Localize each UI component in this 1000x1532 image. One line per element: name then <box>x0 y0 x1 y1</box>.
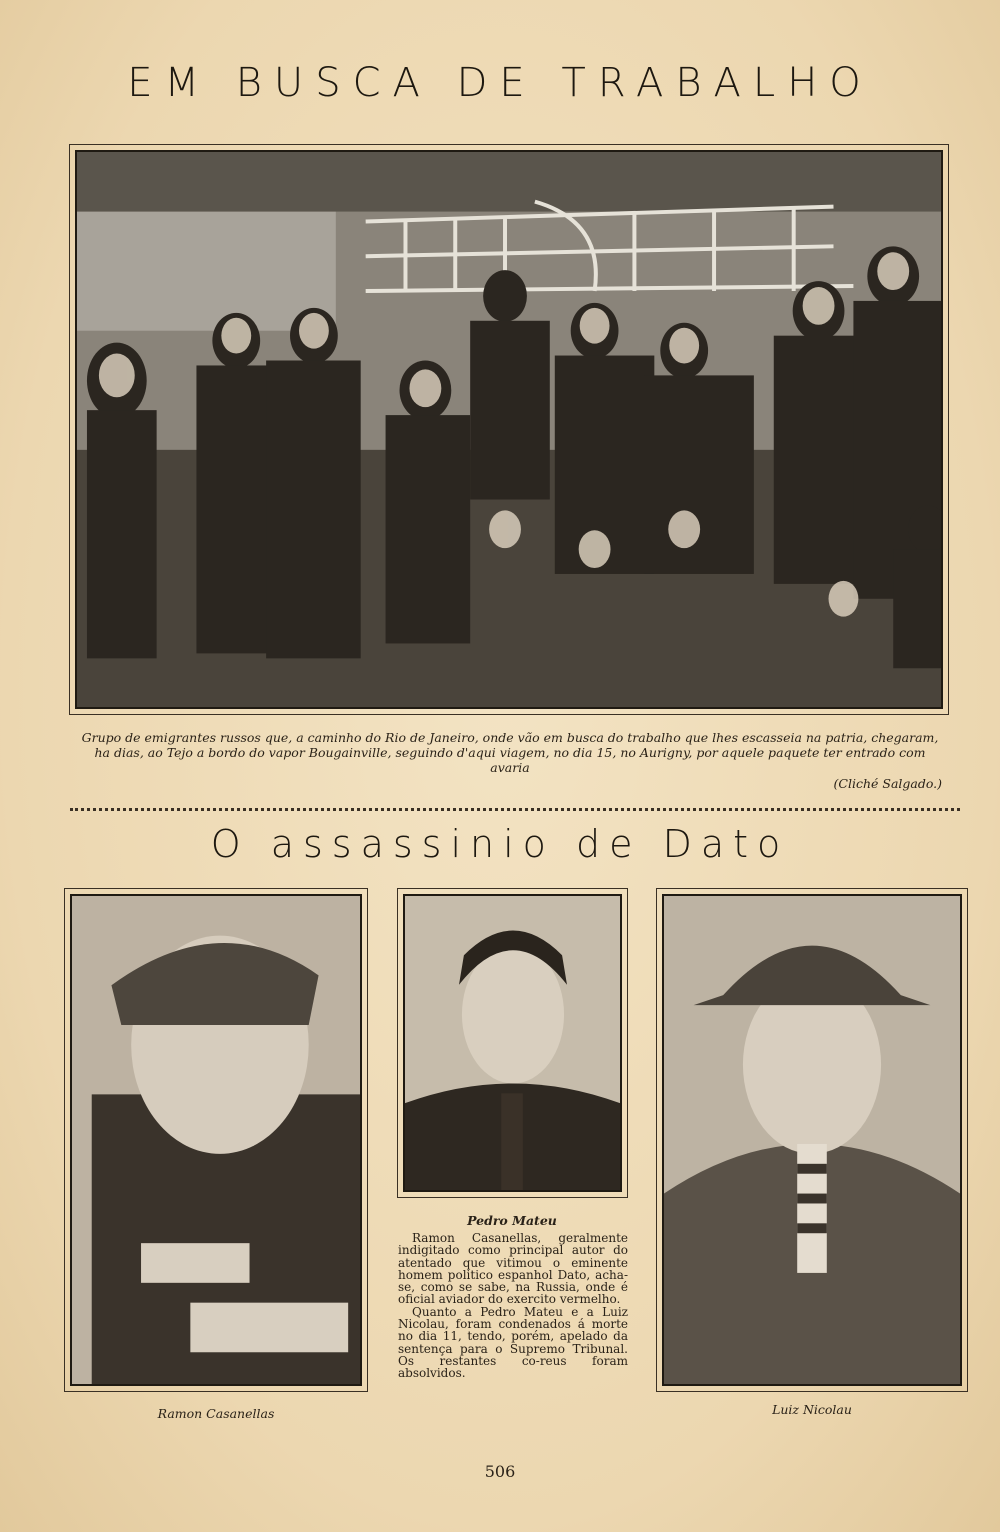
portrait-ramon-casanellas <box>70 894 362 1386</box>
emigrant-group-photo <box>75 150 943 709</box>
portrait-pedro-mateu <box>403 894 622 1192</box>
group-photo-caption: Grupo de emigrantes russos que, a caminho do Rio de Janeiro, onde vão em busca do trabalho que lhes escasseia na patria, chegaram, ha dias, ao Tejo a bordo do vapor Bougainville, seguindo d'aqui viagem, no dia 15, no Aurigny, por aquele paquete ter entrado com avaria <box>81 730 939 775</box>
headline-em-busca-de-trabalho: EM BUSCA DE TRABALHO <box>127 60 873 106</box>
article-paragraph-1: Ramon Casanellas, geralmente indigitado como principal autor do atentado que vitimou o eminente homem politico espanhol Dato, acha-se, como se sabe, na Russia, onde é oficial aviador do exercito vermelho. <box>398 1231 628 1307</box>
section-divider <box>70 808 960 811</box>
portrait-luiz-nicolau <box>662 894 962 1386</box>
photo-credit: (Cliché Salgado.) <box>833 776 942 791</box>
article-body <box>398 1232 628 1380</box>
caption-ramon-casanellas: Ramon Casanellas <box>157 1406 275 1421</box>
caption-luiz-nicolau: Luiz Nicolau <box>772 1402 852 1417</box>
headline-assassinio-de-dato: O assassinio de Dato <box>210 822 790 866</box>
page-number: 506 <box>484 1462 516 1481</box>
article-paragraph-2: Quanto a Pedro Mateu e a Luiz Nicolau, foram condenados á morte no dia 11, tendo, porém, apelado da sentença para o Supremo Tribunal. Os restantes co-reus foram absolvidos. <box>398 1304 628 1381</box>
caption-pedro-mateu: Pedro Mateu <box>467 1213 557 1228</box>
